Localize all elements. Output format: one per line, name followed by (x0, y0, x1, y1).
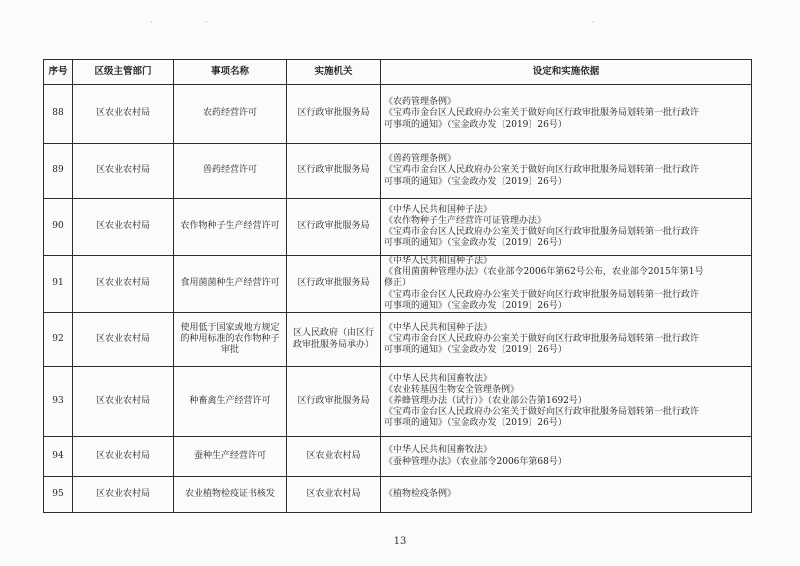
header-item: 事项名称 (174, 60, 287, 85)
table-row (44, 85, 752, 144)
table-row (44, 313, 752, 367)
row-legal-basis-line: 《宝鸡市金台区人民政府办公室关于做好向区行政审批服务局划转第一批行政许 (384, 165, 700, 176)
table-row (44, 437, 752, 477)
row-legal-basis-line: 《宝鸡市金台区人民政府办公室关于做好向区行政审批服务局划转第一批行政许 (384, 289, 700, 300)
row-item-name-line: 农作物种子生产经营许可 (180, 221, 280, 232)
row-legal-basis-line: 《养蜂管理办法（试行）》（农业部公告第1692号） (384, 395, 587, 406)
row-implementing-org-line: 区行政审批服务局 (297, 221, 370, 232)
row-legal-basis-line: 可事项的通知》（宝金政办发〔2019〕26号） (384, 345, 567, 356)
row-implementing-org-line: 区行政审批服务局 (297, 108, 370, 119)
row-legal-basis-line: 《中华人民共和国种子法》 (384, 322, 493, 333)
scan-speck: · (205, 18, 208, 27)
row-item-name-line: 食用菌菌种生产经营许可 (180, 278, 280, 289)
row-item-name (174, 85, 287, 144)
row-implementing-org-line: 政审批服务局承办） (292, 339, 374, 350)
table-row (44, 256, 752, 313)
table-body (44, 85, 752, 513)
row-item-name (174, 367, 287, 437)
row-legal-basis-line: 《农业转基因生物安全管理条例》 (384, 384, 520, 395)
row-item-name (174, 256, 287, 313)
approval-items-table (43, 59, 752, 513)
row-item-name-line: 农药经营许可 (202, 108, 257, 119)
row-legal-basis-line: 《兽药管理条例》 (384, 154, 457, 165)
header-org: 实施机关 (287, 60, 381, 85)
scan-speck: · (150, 18, 153, 27)
row-item-name-line: 兽药经营许可 (202, 165, 257, 176)
row-legal-basis-line: 《农药管理条例》 (384, 97, 457, 108)
row-legal-basis-line: 可事项的通知》（宝金政办发〔2019〕26号） (384, 418, 567, 429)
row-legal-basis-line: 可事项的通知》（宝金政办发〔2019〕26号） (384, 176, 567, 187)
row-item-name-line: 农业植物检疫证书核发 (184, 488, 275, 499)
row-legal-basis (381, 437, 752, 477)
row-legal-basis-line: 《宝鸡市金台区人民政府办公室关于做好向区行政审批服务局划转第一批行政许 (384, 227, 700, 237)
row-implementing-org-line: 区农业农村局 (306, 450, 361, 461)
row-legal-basis (381, 256, 752, 313)
row-number: 89 (44, 144, 73, 199)
table-row (44, 367, 752, 437)
row-legal-basis-line: 《农作物种子生产经营许可证管理办法》 (384, 215, 547, 226)
row-dept: 区农业农村局 (73, 199, 174, 256)
row-dept: 区农业农村局 (73, 477, 174, 513)
row-implementing-org-line: 区行政审批服务局 (297, 395, 370, 406)
row-legal-basis-line: 修正） (384, 278, 412, 289)
scan-speck: · (592, 18, 595, 27)
row-item-name (174, 477, 287, 513)
row-dept: 区农业农村局 (73, 437, 174, 477)
row-implementing-org-line: 区行政审批服务局 (297, 278, 370, 289)
row-number: 95 (44, 477, 73, 513)
row-implementing-org (287, 437, 381, 477)
row-legal-basis-line: 《植物检疫条例》 (384, 488, 457, 499)
row-legal-basis (381, 199, 752, 256)
row-item-name (174, 437, 287, 477)
row-legal-basis-line: 《中华人民共和国畜牧法》 (384, 373, 493, 384)
table-row (44, 199, 752, 256)
row-item-name-line: 使用低于国家或地方规定 (180, 322, 280, 333)
row-number: 91 (44, 256, 73, 313)
row-item-name (174, 144, 287, 199)
row-number: 92 (44, 313, 73, 367)
row-implementing-org (287, 367, 381, 437)
row-implementing-org (287, 199, 381, 256)
row-number: 88 (44, 85, 73, 144)
row-legal-basis-line: 《中华人民共和国种子法》 (384, 204, 493, 215)
row-legal-basis-line: 《食用菌菌种管理办法》（农业部令2006年第62号公布，农业部令2015年第1号 (384, 267, 704, 278)
row-legal-basis-line: 《蚕种管理办法》（农业部令2006年第68号） (384, 456, 567, 467)
table-header-row (44, 60, 752, 85)
row-legal-basis-line: 《中华人民共和国种子法》 (384, 256, 493, 266)
row-dept: 区农业农村局 (73, 144, 174, 199)
row-dept: 区农业农村局 (73, 313, 174, 367)
row-implementing-org (287, 477, 381, 513)
row-legal-basis-line: 可事项的通知》（宝金政办发〔2019〕26号） (384, 238, 567, 249)
row-item-name (174, 313, 287, 367)
row-dept: 区农业农村局 (73, 367, 174, 437)
table-row (44, 144, 752, 199)
row-number: 90 (44, 199, 73, 256)
row-number: 94 (44, 437, 73, 477)
row-implementing-org (287, 256, 381, 313)
row-dept: 区农业农村局 (73, 256, 174, 313)
row-implementing-org-line: 区农业农村局 (306, 488, 361, 499)
row-legal-basis (381, 367, 752, 437)
row-item-name-line: 的种用标准的农作物种子 (180, 333, 280, 344)
row-number: 93 (44, 367, 73, 437)
row-implementing-org (287, 144, 381, 199)
row-legal-basis-line: 《宝鸡市金台区人民政府办公室关于做好向区行政审批服务局划转第一批行政许 (384, 108, 700, 119)
row-legal-basis-line: 《宝鸡市金台区人民政府办公室关于做好向区行政审批服务局划转第一批行政许 (384, 407, 700, 418)
row-legal-basis (381, 477, 752, 513)
row-item-name-line: 蚕种生产经营许可 (193, 450, 266, 461)
row-dept: 区农业农村局 (73, 85, 174, 144)
header-no: 序号 (44, 60, 73, 85)
row-legal-basis-line: 可事项的通知》（宝金政办发〔2019〕26号） (384, 119, 567, 130)
row-implementing-org (287, 313, 381, 367)
row-implementing-org-line: 区人民政府（由区行 (292, 328, 374, 339)
row-item-name (174, 199, 287, 256)
row-legal-basis (381, 85, 752, 144)
header-basis: 设定和实施依据 (381, 60, 752, 85)
row-legal-basis-line: 可事项的通知》（宝金政办发〔2019〕26号） (384, 300, 567, 311)
row-item-name-line: 种畜禽生产经营许可 (189, 395, 271, 406)
table-row (44, 477, 752, 513)
header-dept: 区级主管部门 (73, 60, 174, 85)
page-number: 13 (393, 536, 407, 547)
row-legal-basis (381, 313, 752, 367)
row-legal-basis-line: 《宝鸡市金台区人民政府办公室关于做好向区行政审批服务局划转第一批行政许 (384, 333, 700, 344)
row-implementing-org (287, 85, 381, 144)
row-legal-basis-line: 《中华人民共和国畜牧法》 (384, 445, 493, 456)
row-legal-basis (381, 144, 752, 199)
row-implementing-org-line: 区行政审批服务局 (297, 165, 370, 176)
row-item-name-line: 审批 (220, 345, 239, 356)
